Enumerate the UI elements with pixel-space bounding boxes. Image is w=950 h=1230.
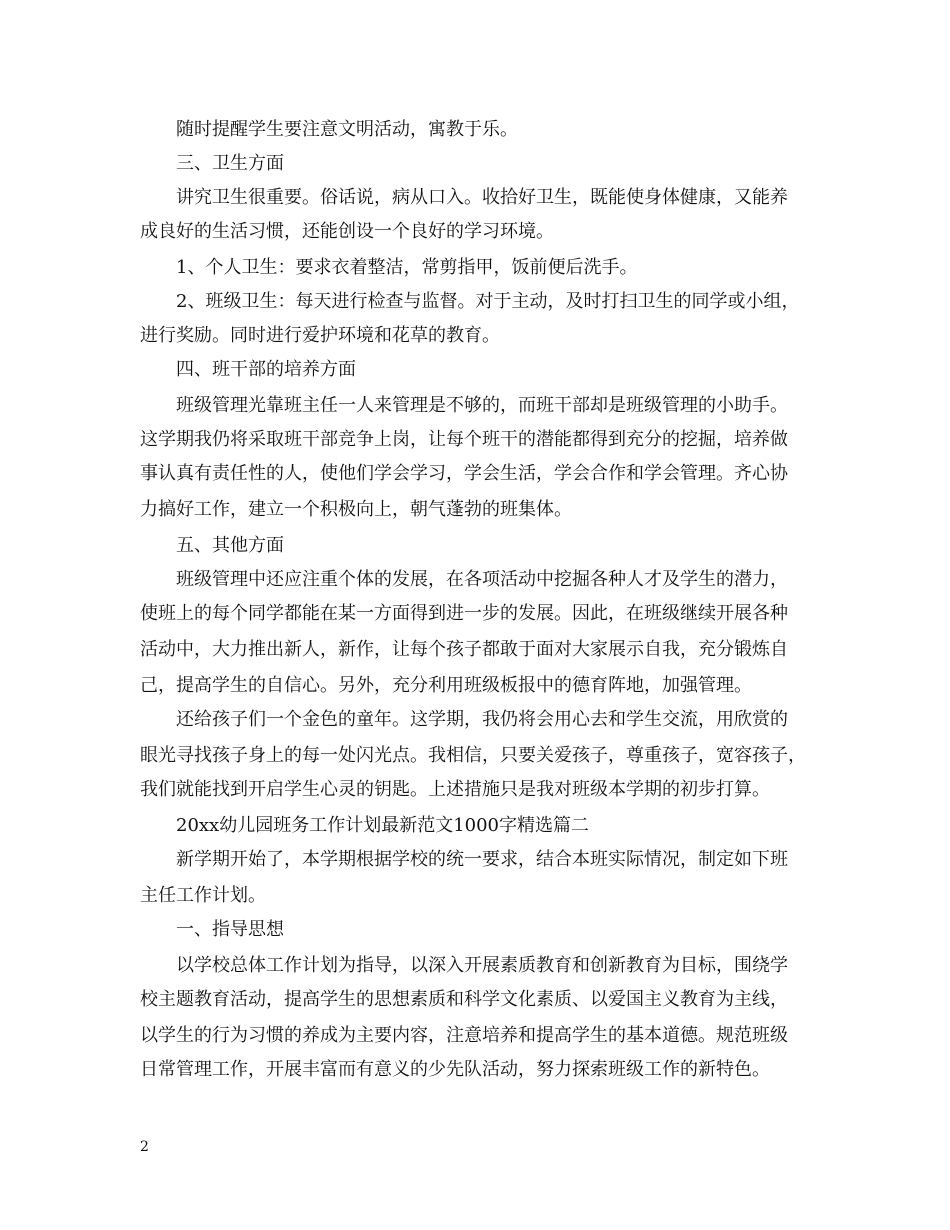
article-title: 20xx幼儿园班务工作计划最新范文1000字精选篇二 <box>176 815 590 836</box>
text-line: 己，提高学生的自信心。另外，充分利用班级板报中的德育阵地，加强管理。 <box>140 675 752 696</box>
text-line: 成良好的生活习惯，还能创设一个良好的学习环境。 <box>140 221 554 242</box>
page-number: 2 <box>140 1139 149 1155</box>
text-line: 1、个人卫生：要求衣着整洁，常剪指甲，饭前便后洗手。 <box>176 257 638 278</box>
text-line: 我们就能找到开启学生心灵的钥匙。上述措施只是我对班级本学期的初步打算。 <box>140 779 770 800</box>
text-line: 眼光寻找孩子身上的每一处闪光点。我相信，只要关爱孩子，尊重孩子，宽容孩子， <box>140 745 806 766</box>
text-line: 以学生的行为习惯的养成为主要内容，注意培养和提高学生的基本道德。规范班级 <box>140 1025 788 1046</box>
text-line: 班级管理光靠班主任一人来管理是不够的，而班干部却是班级管理的小助手。 <box>176 395 788 416</box>
text-line: 力搞好工作，建立一个积极向上，朝气蓬勃的班集体。 <box>140 499 572 520</box>
text-line: 事认真有责任性的人，使他们学会学习，学会生活，学会合作和学会管理。齐心协 <box>140 463 788 484</box>
text-line: 校主题教育活动，提高学生的思想素质和科学文化素质、以爱国主义教育为主线， <box>140 989 788 1010</box>
text-line: 这学期我仍将采取班干部竞争上岗，让每个班干的潜能都得到充分的挖掘，培养做 <box>140 429 788 450</box>
text-line: 新学期开始了，本学期根据学校的统一要求，结合本班实际情况，制定如下班 <box>176 849 788 870</box>
section-heading: 五、其他方面 <box>176 535 284 556</box>
text-line: 进行奖励。同时进行爱护环境和花草的教育。 <box>140 325 500 346</box>
text-line: 班级管理中还应注重个体的发展，在各项活动中挖掘各种人才及学生的潜力， <box>176 569 788 590</box>
section-heading: 四、班干部的培养方面 <box>176 359 356 380</box>
text-line: 活动中，大力推出新人，新作，让每个孩子都敢于面对大家展示自我，充分锻炼自 <box>140 639 788 660</box>
text-line: 使班上的每个同学都能在某一方面得到进一步的发展。因此，在班级继续开展各种 <box>140 603 788 624</box>
text-line: 随时提醒学生要注意文明活动，寓教于乐。 <box>176 119 518 140</box>
section-heading: 一、指导思想 <box>176 919 284 940</box>
text-line: 还给孩子们一个金色的童年。这学期，我仍将会用心去和学生交流，用欣赏的 <box>176 709 788 730</box>
text-line: 日常管理工作，开展丰富而有意义的少先队活动，努力探索班级工作的新特色。 <box>140 1059 770 1080</box>
text-line: 主任工作计划。 <box>140 885 266 906</box>
text-line: 讲究卫生很重要。俗话说，病从口入。收拾好卫生，既能使身体健康，又能养 <box>176 187 788 208</box>
text-line: 2、班级卫生：每天进行检查与监督。对于主动，及时打扫卫生的同学或小组， <box>176 291 800 312</box>
section-heading: 三、卫生方面 <box>176 153 284 174</box>
text-line: 以学校总体工作计划为指导，以深入开展素质教育和创新教育为目标，围绕学 <box>176 955 788 976</box>
